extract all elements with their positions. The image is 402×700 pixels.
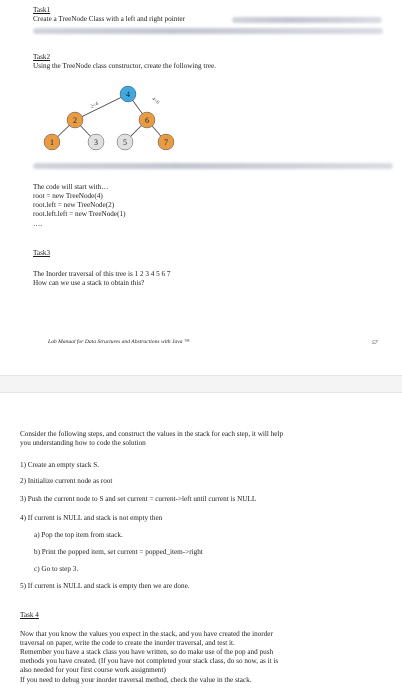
tree-node-4 — [120, 86, 136, 102]
task4-text: traversal on paper, write the code to create the inorder traversal, and test it. — [20, 639, 235, 647]
step-subitem: c) Go to step 3. — [34, 565, 79, 573]
task4-text: also needed for your first course work assignment) — [20, 666, 166, 674]
task2-text: Using the TreeNode class constructor, create the following tree. — [33, 62, 216, 70]
step-item: 2) Initialize current node as root — [20, 477, 113, 485]
blurred-text — [33, 163, 393, 169]
svg-text:5: 5 — [123, 138, 127, 147]
step-item: 4) If current is NULL and stack is not empty then — [20, 514, 163, 522]
step-subitem: a) Pop the top item from stack. — [34, 531, 123, 539]
task3-heading: Task3 — [33, 249, 51, 257]
code-line: …. — [33, 220, 42, 228]
steps-intro: you understanding how to code the solution — [20, 439, 146, 447]
task3-text: The Inorder traversal of this tree is 1 2 3 4 5 6 7 — [33, 270, 171, 278]
page-footer-title: Lab Manual for Data Structures and Abstractions with Java ™ — [48, 339, 190, 345]
task1-heading: Task1 — [33, 6, 51, 14]
svg-text:7: 7 — [164, 138, 168, 147]
step-item: 5) If current is NULL and stack is empty then we are done. — [20, 582, 190, 590]
steps-intro: Consider the following steps, and construct the values in the stack for each step, it will help — [20, 430, 284, 438]
step-item: 3) Push the current node to S and set current = current->left until current is NULL — [20, 495, 257, 503]
task4-text: Now that you know the values you expect in the stack, and you have created the inorder — [20, 630, 273, 638]
binary-tree-diagram — [40, 84, 190, 154]
task1-text: Create a TreeNode Class with a left and right pointer — [33, 15, 185, 23]
svg-text:6: 6 — [145, 116, 149, 125]
edge-label-left: 2<4 — [90, 101, 100, 110]
svg-text:1: 1 — [50, 138, 54, 147]
svg-text:2: 2 — [73, 116, 77, 125]
svg-text:3: 3 — [94, 138, 98, 147]
svg-text:4: 4 — [126, 90, 130, 99]
task4-text: methods you have created. (If you have not completed your stack class, do so now, as it is — [20, 657, 279, 665]
tree-node-6 — [139, 112, 155, 128]
step-subitem: b) Print the popped item, set current = popped_item->right — [34, 548, 203, 556]
tree-node-5 — [117, 134, 133, 150]
page-separator — [0, 375, 402, 393]
blurred-text — [33, 28, 383, 34]
tree-node-1 — [44, 134, 60, 150]
task3-text: How can we use a stack to obtain this? — [33, 279, 145, 287]
code-intro: The code will start with… — [33, 183, 109, 191]
edge-label-right: 4<6 — [150, 96, 160, 106]
code-line: root = new TreeNode(4) — [33, 192, 103, 200]
tree-node-7 — [158, 134, 174, 150]
task4-text: Remember you have a stack class you have written, so do make use of the pop and push — [20, 648, 274, 656]
tree-node-2 — [67, 112, 83, 128]
code-line: root.left.left = new TreeNode(1) — [33, 210, 126, 218]
tree-node-3 — [88, 134, 104, 150]
step-item: 1) Create an empty stack S. — [20, 461, 100, 469]
task2-heading: Task2 — [33, 53, 51, 61]
page-number: 57 — [372, 340, 378, 346]
blurred-text — [232, 17, 382, 23]
task4-heading: Task 4 — [20, 611, 39, 619]
code-line: root.left = new TreeNode(2) — [33, 201, 115, 209]
task4-text: If you need to debug your inorder traversal method, check the value in the stack. — [20, 676, 252, 684]
